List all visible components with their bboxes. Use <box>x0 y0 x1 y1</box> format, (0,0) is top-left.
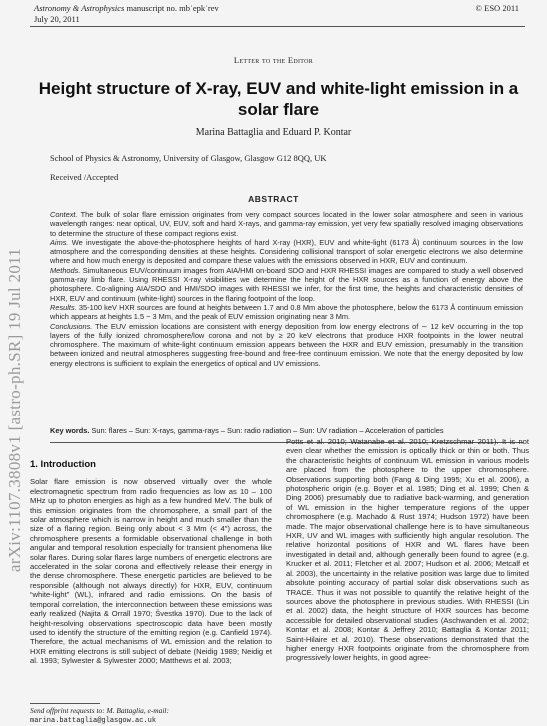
aims-text: We investigate the above-the-photosphere heights of hard X-ray (HXR), EUV and white-light (6173 Å) continuum sources in the low atmosphere and the corresponding densities at these heights. Considering collisional transport of solar energetic electrons we also determine where and how much energy is deposited and compare these values with the emissions observed in HXR, EUV and continuum. <box>50 237 523 266</box>
context-label: Context. <box>50 210 78 219</box>
copyright-notice: © ESO 2011 <box>475 3 519 13</box>
footnote <box>30 706 272 726</box>
section-heading: 1. Introduction <box>30 459 96 470</box>
keywords <box>50 426 523 435</box>
conclusions-text: The EUV emission locations are consistent with energy deposition from low energy electrons of ∼ 12 keV occurring in the top layers of the fully ionized chromosphere/low corona and not by ≥ 20 keV electrons that produce HXR footpoints in the lower neutral chromosphere. The maximum of white-light continuum emission appears between the HXR and EUV emission, presumably in the transition between ionized and neutral atmospheres suggesting free-bound and free-free continuum emission. We note that the energy deposited by low energy electrons is sufficient to explain the energetics of optical and UV emissions. <box>50 321 523 368</box>
abstract <box>50 210 523 368</box>
footnote-email: marina.battaglia@glasgow.ac.uk <box>30 717 157 725</box>
authors: Marina Battaglia and Eduard P. Kontar <box>195 127 352 138</box>
results-label: Results. <box>50 302 77 312</box>
left-column <box>30 460 272 666</box>
methods-label: Methods. <box>50 265 81 275</box>
arxiv-stamp <box>2 180 28 640</box>
intro-paragraph-left: Solar flare emission is now observed virtually over the whole electromagnetic spectrum from radio frequencies as low as 10 – 100 MHz up to photon energies as high as a few hundred MeV. The bulk of this emission originates from the chromosphere, a small part of the solar atmosphere which is narrow in height and much smaller than the size of a flaring region. Being only about < 3 Mm (< 4″) across, the chromosphere presents a formidable observational challenge in both angular and temporal resolution especially for transient phenomena like solar flares. During solar flares large numbers of energetic electrons are accelerated in the solar corona and effectively release their energy in the dense chromosphere. These energetic particles are believed to be responsible (although not always directly) for HXR, EUV, continuum “white-light” (WL), infrared and radio emissions. On the basis of temporal correlation, the interconnection between these emissions was early realized (Najita & Orrall 1970; Švestka 1970). Due to the lack of height-resolving observations spectroscopic data have been mostly used to identify the structure of the emitting region (e.g. Canfield 1974). Therefore, the actual mechanisms of WL emission and the relation to HXR emitting electrons is still subject of debate (Neidig 1989; Neidig et al. 1993; Sylwester & Sylwester 2000; Matthews et al. 2003; <box>30 477 272 666</box>
conclusions-label: Conclusions. <box>50 321 93 331</box>
aims-label: Aims. <box>50 237 69 247</box>
abstract-aims <box>50 238 523 266</box>
context-text: The bulk of solar flare emission originates from very compact sources located in the lower solar atmosphere and seen in various wavelength ranges: near optical, UV, EUV, soft and hard X-rays, and gamma-ray emission, yet very few spatially resolved imaging observations to determine the structure of these compact regions exist. <box>50 210 523 238</box>
affiliation: School of Physics & Astronomy, University of Glasgow, Glasgow G12 8QQ, UK <box>50 153 327 163</box>
letter-label <box>0 55 547 65</box>
running-header-left <box>34 3 219 24</box>
footnote-text: Send offprint requests to: M. Battaglia, e-mail: <box>30 706 169 715</box>
abstract-results <box>50 303 523 322</box>
letter-label-text: Letter to the Editor <box>233 55 314 65</box>
header-date: July 20, 2011 <box>34 13 80 24</box>
abstract-methods <box>50 266 523 303</box>
footnote-rule <box>30 703 100 704</box>
keywords-label: Key words. <box>50 426 90 435</box>
intro-paragraph-right: Potts et al. 2010; Watanabe et al. 2010; Kretzschmar 2011). It is not even clear whether the emission is optically thick or thin or both. Thus the characteristic heights of continuum WL emission in various models are placed from the photosphere to the upper chromosphere. Observations supporting both (Fang & Ding 1995; Xu et al. 2006), a photospheric origin (e.g. Boyer et al. 1985; Ding et al. 1999; Chen & Ding 2006) presumably due to radiative back-warming, and generation of WL emission in the higher temperature regions of the upper chromosphere (e.g. Machado & Rust 1974; Hudson 1972) have been made. The major observational challenge here is to have simultaneous HXR, UV and WL images with sufficiently high angular resolution. The relative horizontal positions of HXR and WL flares have been investigated in detail and, although generally been found to agree (e.g. Krucker et al. 2011; Fletcher et al. 2007; Hudson et al. 2006; Metcalf et al. 2003), the uncertainty in the relative position was large due to limited absolute pointing accuracy of partial solar disk observations such as TRACE. Thus it was not possible to quantify the relative height of the sources above the photosphere in previous studies. With RHESSI (Lin et al. 2002) data, the height structure of HXR sources has become accessible for detailed observational studies (Aschwanden et al. 2002; Kontar et al. 2008; Kontar & Jeffrey 2010; Battaglia & Kontar 2011; Saint-Hilaire et al. 2010). These observations demonstrated that the higher energy HXR footpoints originate from the chromosphere from progressively lower heights, in good agree- <box>286 437 529 663</box>
methods-text: Simultaneous EUV/continuum images from AIA/HMI on-board SDO and HXR RHESSI images are compared to study a well observed gamma-ray limb flare. Using RHESSI X-ray visibilities we determine the height of the HXR sources as a function of energy above the photosphere. Co-aligning AIA/SDO and HMI/SDO images with RHESSI we infer, for the first time, the heights and characteristic densities of HXR, EUV and continuum (white-light) sources in the flaring footpoint of the loop. <box>50 265 523 303</box>
paper-title: Height structure of X-ray, EUV and white-light emission in a solar flare <box>38 79 519 119</box>
received-line: Received /Accepted <box>50 172 119 182</box>
journal-name: Astronomy & Astrophysics <box>34 3 125 13</box>
right-column <box>286 437 529 663</box>
arxiv-stamp-text: arXiv:1107.3808v1 [astro-ph.SR] 19 Jul 2011 <box>5 247 24 573</box>
abstract-heading: ABSTRACT <box>248 194 299 204</box>
abstract-context <box>50 210 523 238</box>
manuscript-id: manuscript no. mb˙epk˙rev <box>126 3 219 13</box>
results-text: 35-100 keV HXR sources are found at heights between 1.7 and 0.8 Mm above the photosphere, below the 6173 Å continuum emission which appears at heights 1.5 − 3 Mm, and the peak of EUV emission originating near 3 Mm. <box>50 302 523 322</box>
keywords-text: Sun: flares – Sun: X-rays, gamma-rays – Sun: radio radiation – Sun: UV radiation – Acceleration of particles <box>89 426 444 435</box>
abstract-conclusions <box>50 322 523 368</box>
header-rule <box>30 26 525 27</box>
